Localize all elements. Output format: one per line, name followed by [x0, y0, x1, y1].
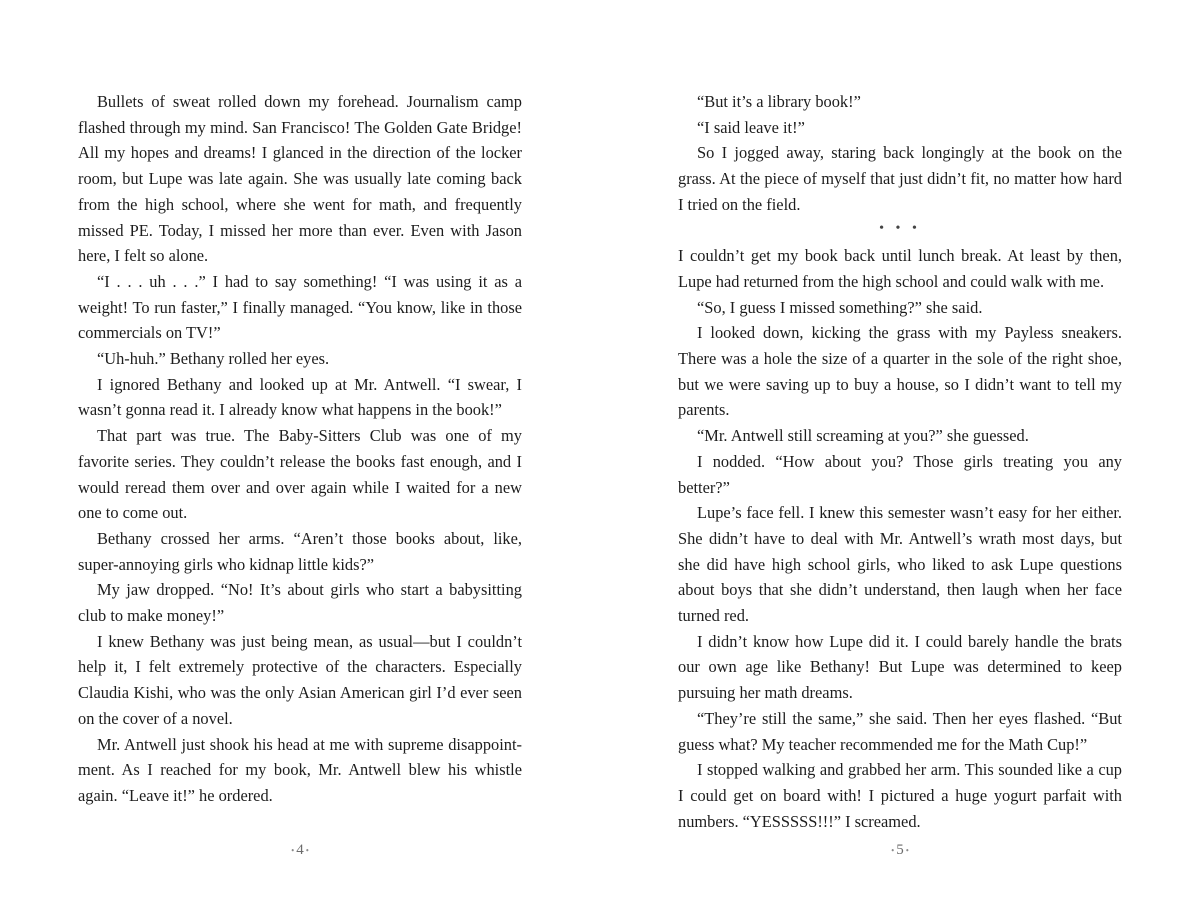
- right-page: [678, 89, 1122, 834]
- paragraph: I nodded. “How about you? Those girls treating you any better?”: [678, 451, 1122, 497]
- paragraph: “Uh-huh.” Bethany rolled her eyes.: [97, 349, 330, 369]
- paragraph: “Mr. Antwell still screaming at you?” she guessed.: [697, 426, 1029, 446]
- paragraph: “But it’s a library book!”: [697, 92, 861, 111]
- paragraph: So I jogged away, staring back longingly at the book on the grass. At the piece of myself that just didn’t fit, no matter how hard I tried on the field.: [678, 143, 1122, 214]
- page-number-left: [250, 842, 350, 859]
- page-number: 4: [296, 842, 304, 858]
- paragraph: My jaw dropped. “No! It’s about girls who start a babysitting club to make money!”: [78, 580, 522, 626]
- paragraph: That part was true. The Baby-Sitters Club was one of my favorite series. They couldn’t release the books fast enough, and I would reread them over and over again while I waited for a new one to come out.: [78, 426, 522, 523]
- page-number-right: [850, 842, 950, 859]
- left-page: [78, 89, 522, 809]
- paragraph: Bullets of sweat rolled down my forehead. Journalism camp flashed through my mind. San Francisco! The Golden Gate Bridge! All my hopes and dreams! I glanced in the direction of the locker room, but Lupe was late again. She was usually late coming back from the high school, where she went for math, and frequently missed PE. Today, I missed her more than ever. Even with Jason here, I felt so alone.: [78, 92, 522, 266]
- folio-ornament: •: [905, 845, 909, 856]
- paragraph: Mr. Antwell just shook his head at me with supreme disappointment. As I reached for my book, Mr. Antwell blew his whistle again. “Leave it!” he ordered.: [78, 734, 522, 805]
- section-break: • • •: [879, 220, 921, 236]
- paragraph: I couldn’t get my book back until lunch break. At least by then, Lupe had returned from the high school and could walk with me.: [678, 246, 1122, 291]
- paragraph: “So, I guess I missed something?” she said.: [697, 297, 983, 317]
- folio-ornament: •: [891, 845, 895, 856]
- paragraph: I looked down, kicking the grass with my Payless sneakers. There was a hole the size of a quarter in the sole of the right shoe, but we were saving up to buy a house, so I didn’t want to tell my parents.: [678, 323, 1122, 420]
- folio-ornament: •: [291, 845, 295, 856]
- folio-ornament: •: [305, 845, 309, 856]
- paragraph: I stopped walking and grabbed her arm. This sounded like a cup I could get on board with! I pictured a huge yogurt parfait with numbers. “YESSSSS!!!” I screamed.: [678, 760, 1122, 831]
- paragraph: I knew Bethany was just being mean, as usual—but I couldn’t help it, I felt extremely protective of the characters. Especially Claudia Kishi, who was the only Asian American girl I’d ever seen on the cover of a novel.: [78, 631, 522, 728]
- paragraph: Lupe’s face fell. I knew this semester wasn’t easy for her either. She didn’t have to deal with Mr. Antwell’s wrath most days, but she did have high school girls, who liked to ask Lupe questions about boys that she didn’t understand, then laugh when her face turned red.: [678, 503, 1122, 626]
- page-number: 5: [896, 842, 904, 858]
- paragraph: I didn’t know how Lupe did it. I could barely handle the brats our own age like Bethany! But Lupe was determined to keep pursuing her math dreams.: [678, 631, 1122, 703]
- paragraph: “They’re still the same,” she said. Then her eyes flashed. “But guess what? My teacher recommended me for the Math Cup!”: [678, 708, 1122, 754]
- paragraph: “I . . . uh . . .” I had to say something! “I was using it as a weight! To run faster,” I finally managed. “You know, like in those commercials on TV!”: [78, 271, 522, 343]
- paragraph: I ignored Bethany and looked up at Mr. Antwell. “I swear, I wasn’t gonna read it. I already know what happens in the book!”: [78, 374, 522, 420]
- paragraph: “I said leave it!”: [697, 117, 805, 137]
- paragraph: Bethany crossed her arms. “Aren’t those books about, like, super-annoying girls who kidnap little kids?”: [78, 528, 522, 574]
